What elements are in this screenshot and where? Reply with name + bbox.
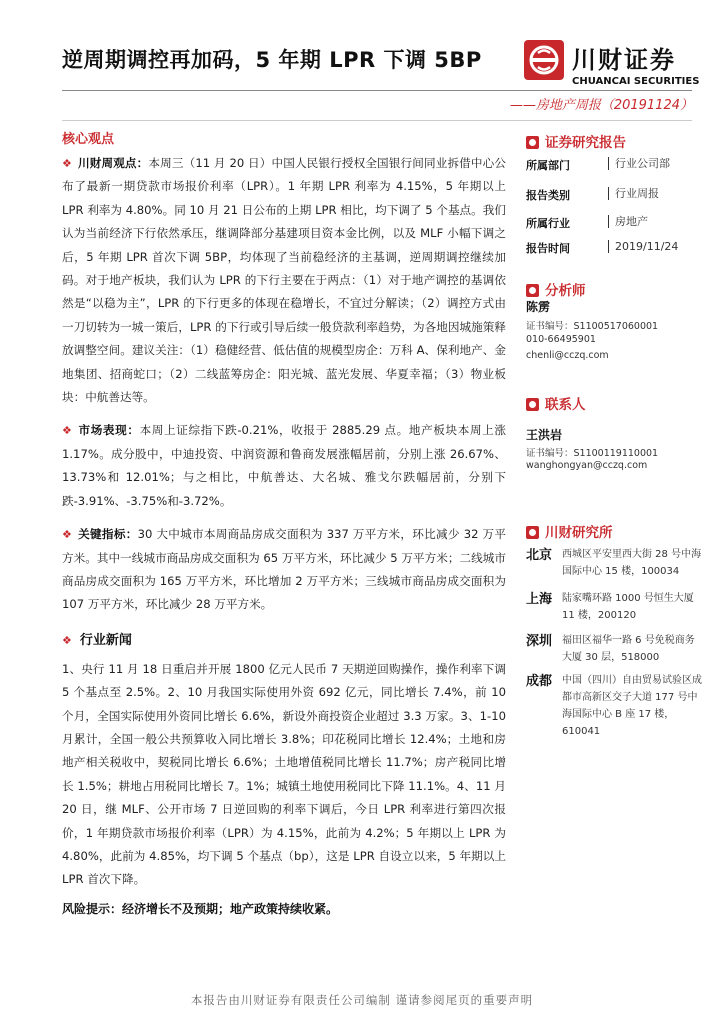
- section-marker-icon: [526, 284, 539, 297]
- analyst-heading: [526, 279, 586, 299]
- diamond-bullet-icon: ❖: [62, 528, 73, 542]
- section-divider: [62, 120, 692, 121]
- paragraph-market: [62, 419, 506, 513]
- news-heading-text: 行业新闻: [79, 632, 132, 648]
- analyst-phone: 010-66495901: [526, 334, 596, 345]
- contact-email[interactable]: wanghongyan@cczq.com: [526, 460, 648, 471]
- office-city: 成都: [526, 674, 553, 689]
- paragraph-label: 关键指标：: [78, 527, 138, 542]
- diamond-bullet-icon: ❖: [62, 157, 72, 170]
- paragraph-key-indicators: [62, 523, 506, 617]
- paragraph-weekly-view: [62, 152, 506, 409]
- core-view-heading: 核心观点: [62, 132, 115, 147]
- page-footer: 本报告由川财证券有限责任公司编制 谨请参阅尾页的重要声明: [190, 993, 534, 1007]
- industry-news-heading: [62, 629, 506, 648]
- office-city: 上海: [526, 592, 553, 607]
- header-divider: [62, 90, 692, 91]
- office-address: 中国（四川）自由贸易试验区成都市高新区交子大道 177 号中海国际中心 B 座 17 楼，610041: [562, 675, 702, 737]
- analyst-name: 陈雳: [526, 300, 551, 314]
- risk-warning: [62, 900, 506, 917]
- risk-label: 风险提示：: [62, 901, 123, 916]
- analyst-heading-text: 分析师: [545, 283, 586, 299]
- contact-heading: [526, 393, 586, 413]
- analyst-email[interactable]: chenli@cczq.com: [526, 350, 609, 361]
- info-key: 报告时间: [526, 242, 570, 255]
- diamond-bullet-icon: ❖: [62, 633, 72, 647]
- brand-name-cn: 川财证券: [572, 46, 676, 74]
- paragraph-text: 本周上证综指下跌-0.21%，收报于 2885.29 点。地产板块本周上涨 1.17%。成分股中，中迪投资、中润资源和鲁商发展涨幅居前，分别上涨 26.67%、13.73%和 12.01%；与之相比，中航善达、大名城、雅戈尔跌幅居前，分别下跌-3.91%、-3.75%和-3.72%。: [62, 423, 506, 508]
- info-value: 2019/11/24: [608, 240, 678, 253]
- report-info-heading: [526, 131, 626, 151]
- report-title: 逆周期调控再加码，5 年期 LPR 下调 5BP: [62, 48, 482, 72]
- office-address: 福田区福华一路 6 号免税商务大厦 30 层，518000: [562, 635, 695, 663]
- report-subtitle: ——房地产周报（20191124）: [509, 98, 693, 113]
- section-marker-icon: [526, 136, 539, 149]
- diamond-bullet-icon: ❖: [62, 424, 73, 438]
- paragraph-label: 市场表现：: [78, 423, 140, 438]
- info-value: 行业公司部: [608, 157, 670, 170]
- contact-name: 王洪岩: [526, 428, 563, 442]
- analyst-cert: 证书编号：S1100517060001: [526, 321, 659, 332]
- report-info-heading-text: 证券研究报告: [545, 135, 626, 151]
- office-address: 陆家嘴环路 1000 号恒生大厦 11 楼，200120: [562, 593, 694, 621]
- institute-heading-text: 川财研究所: [545, 525, 613, 541]
- contact-heading-text: 联系人: [545, 397, 586, 413]
- info-key: 所属部门: [526, 159, 570, 172]
- office-address: 西城区平安里西大街 28 号中海国际中心 15 楼，100034: [562, 549, 702, 577]
- risk-text: 经济增长不及预期；地产政策持续收紧。: [122, 901, 339, 916]
- office-city: 北京: [526, 548, 553, 563]
- paragraph-news: 1、央行 11 月 18 日重启并开展 1800 亿元人民币 7 天期逆回购操作，操作利率下调 5 个基点至 2.5%。2、10 月我国实际使用外资 692 亿元，同比增长 7.4%，前 10 个月，全国实际使用外资同比增长 6.6%，新设外商投资企业超过 3.3 万家。3、1-10 月累计，全国一般公共预算收入同比增长 3.8%；印花税同比增长 12.4%；土地和房地产相关税收中，契税同比增长 6.6%；土地增值税同比增长 11.7%；房产税同比增长 1.5%；耕地占用税同比增长 7。1%；城镇土地使用税同比下降 11.1%。4、11 月 20 日，继 MLF、公开市场 7 日逆回购的利率下调后，今日 LPR 利率进行第四次报价，1 年期贷款市场报价利率（LPR）为 4.15%，此前为 4.2%；5 年期以上 LPR 为 4.80%，此前为 4.85%，均下调 5 个基点（bp），这是 LPR 自设立以来，5 年期以上 LPR 首次下降。: [62, 661, 506, 887]
- info-key: 所属行业: [526, 217, 570, 230]
- chuancai-logo-icon: [524, 40, 564, 80]
- info-value: 行业周报: [608, 187, 659, 200]
- section-marker-icon: [526, 398, 539, 411]
- brand-name-en: CHUANCAI SECURITIES: [572, 76, 700, 87]
- paragraph-text: 30 大中城市本周商品房成交面积为 337 万平方米，环比减少 32 万平方米。其中一线城市商品房成交面积为 65 万平方米，环比减少 5 万平方米；二线城市商品房成交面积为 165 万平方米，环比增加 2 万平方米；三线城市商品房成交面积为 107 万平方米，环比减少 28 万平方米。: [62, 527, 506, 612]
- info-key: 报告类别: [526, 189, 570, 202]
- info-value: 房地产: [608, 215, 648, 228]
- main-column: [62, 152, 506, 917]
- paragraph-label: 川财周观点：: [78, 156, 149, 170]
- contact-cert: 证书编号：S1100119110001: [526, 448, 659, 459]
- section-marker-icon: [526, 526, 539, 539]
- institute-heading: [526, 521, 613, 541]
- paragraph-text: 本周三（11 月 20 日）中国人民银行授权全国银行间同业拆借中心公布了最新一期贷款市场报价利率（LPR）。1 年期 LPR 利率为 4.15%，5 年期以上 LPR 利率为 4.80%。同 10 月 21 日公布的上期 LPR 相比，均下调了 5 个基点。我们认为当前经济下行依然承压，继调降部分基建项目资本金比例，以及 MLF 小幅下调之后，5 年期 LPR 首次下调 5BP，均体现了当前稳经济的主基调，逆周期调控继续加码。对于地产板块，我们认为 LPR 的下行主要在于两点：（1）对于地产调控的基调依然是“以稳为主”，LPR 的下行更多的体现在稳增长，不宜过分解读；（2）调控方式由一刀切转为一城一策后，LPR 的下行或引导后续一般贷款利率趋势，为各地因城施策释放调整空间。建议关注：（1）稳健经营、低估值的规模型房企：万科 A、保利地产、金地集团、招商蛇口；（2）二线蓝筹房企：阳光城、蓝光发展、华夏幸福；（3）物业板块：中航善达等。: [62, 156, 506, 405]
- office-city: 深圳: [526, 634, 553, 649]
